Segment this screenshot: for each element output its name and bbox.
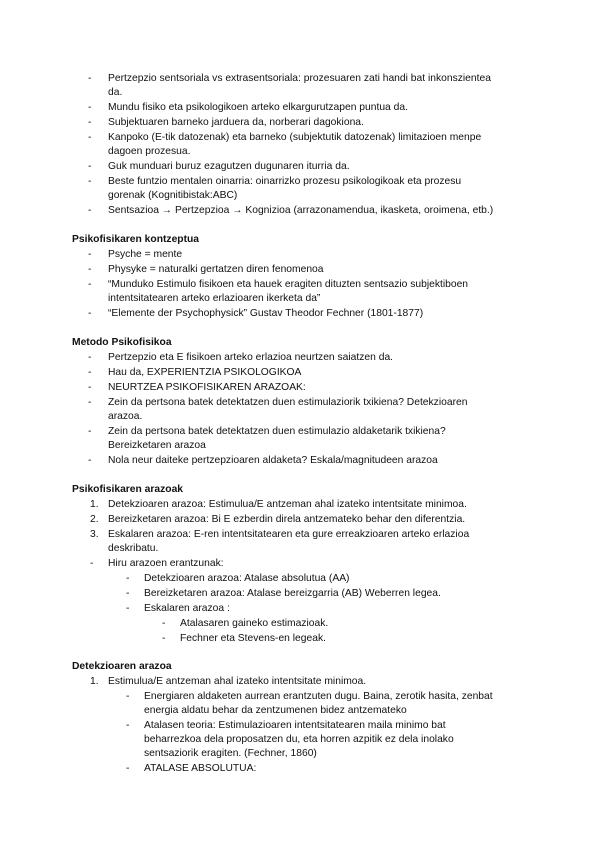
bullet-dash: -	[88, 397, 92, 408]
section-heading: Psikofisikaren arazoak	[72, 484, 184, 495]
bullet-dash: -	[88, 176, 92, 187]
bullet-dash: -	[88, 455, 92, 466]
list-item-continuation: intentsitatearen arteko erlazioaren ikerketa da”	[108, 293, 321, 304]
section-heading: Detekzioaren arazoa	[72, 661, 172, 672]
list-item: Hiru arazoen erantzunak:	[108, 558, 224, 569]
list-item: Subjektuaren barneko jarduera da, norberari dagokiona.	[108, 117, 364, 128]
bullet-dash: -	[90, 558, 94, 569]
bullet-dash: -	[88, 73, 92, 84]
list-item-continuation: arazoa.	[108, 411, 143, 422]
bullet-dash: -	[126, 573, 130, 584]
sub-list-item: ATALASE ABSOLUTUA:	[144, 763, 257, 774]
sub-sub-list-item: Fechner eta Stevens-en legeak.	[180, 633, 326, 644]
bullet-dash: -	[162, 633, 166, 644]
section-heading: Metodo Psikofisikoa	[72, 337, 172, 348]
sub-list-item: Atalasen teoria: Estimulazioaren intentsitatearen maila minimo bat	[144, 720, 446, 731]
bullet-dash: -	[88, 382, 92, 393]
sub-list-item: Eskalaren arazoa :	[144, 603, 230, 614]
bullet-dash: -	[126, 720, 130, 731]
list-item: Beste funtzio mentalen oinarria: oinarrizko prozesu psikologikoak eta prozesu	[108, 176, 462, 187]
list-item: Zein da pertsona batek detektatzen duen estimulazio aldaketarik txikiena?	[108, 426, 446, 437]
list-item-continuation: gorenak (Kognitibistak:ABC)	[108, 190, 238, 201]
list-item: “Elemente der Psychophysick” Gustav Theodor Fechner (1801-1877)	[108, 308, 424, 319]
bullet-dash: -	[88, 426, 92, 437]
sub-list-item: Bereizketaren arazoa: Atalase bereizgarria (AB) Weberren legea.	[144, 588, 441, 599]
list-item: Guk munduari buruz ezagutzen dugunaren iturria da.	[108, 161, 350, 172]
bullet-dash: -	[88, 249, 92, 260]
bullet-dash: -	[126, 691, 130, 702]
sub-list-item: Energiaren aldaketen aurrean erantzuten dugu. Baina, zerotik hasita, zenbat	[144, 691, 493, 702]
list-item: Pertzepzio eta E fisikoen arteko erlazioa neurtzen saiatzen da.	[108, 352, 394, 363]
bullet-dash: -	[126, 603, 130, 614]
bullet-dash: -	[88, 367, 92, 378]
sub-list-item: Detekzioaren arazoa: Atalase absolutua (AA)	[144, 573, 350, 584]
list-item: “Munduko Estimulo fisikoen eta hauek eragiten dituzten sentsazio subjektiboen	[108, 279, 469, 290]
numbered-item: Bereizketaren arazoa: Bi E ezberdin direla antzemateko behar den diferentzia.	[108, 514, 466, 525]
bullet-dash: -	[126, 763, 130, 774]
bullet-dash: -	[162, 618, 166, 629]
list-number: 3.	[90, 529, 99, 540]
bullet-dash: -	[88, 161, 92, 172]
sub-list-item-continuation: beharrezkoa dela proposatzen du, eta horren azpitik ez dela inolako	[144, 734, 454, 745]
numbered-item-continuation: deskribatu.	[108, 543, 159, 554]
list-number: 1.	[90, 499, 99, 510]
bullet-dash: -	[88, 132, 92, 143]
bullet-dash: -	[88, 308, 92, 319]
sub-list-item-continuation: sentsaziorik eragiten. (Fechner, 1860)	[144, 748, 317, 759]
bullet-dash: -	[88, 352, 92, 363]
bullet-dash: -	[88, 205, 92, 216]
list-number: 1.	[90, 676, 99, 687]
bullet-dash: -	[88, 279, 92, 290]
bullet-dash: -	[88, 264, 92, 275]
bullet-dash: -	[88, 117, 92, 128]
bullet-dash: -	[126, 588, 130, 599]
numbered-item: Detekzioaren arazoa: Estimulua/E antzeman ahal izateko intentsitate minimoa.	[108, 499, 467, 510]
sub-list-item-continuation: energia aldatu behar da zentzumenen bidez antzemateko	[144, 705, 407, 716]
list-item: Kanpoko (E-tik datozenak) eta barneko (subjektutik datozenak) limitazioen menpe	[108, 132, 482, 143]
list-item: NEURTZEA PSIKOFISIKAREN ARAZOAK:	[108, 382, 306, 393]
bullet-dash: -	[88, 102, 92, 113]
list-item: Physyke = naturalki gertatzen diren fenomenoa	[108, 264, 324, 275]
list-item-continuation: dagoen prozesua.	[108, 146, 191, 157]
list-item: Mundu fisiko eta psikologikoen arteko elkargurutzapen puntua da.	[108, 102, 408, 113]
numbered-item: Eskalaren arazoa: E-ren intentsitatearen eta gure erreakzioaren arteko erlazioa	[108, 529, 470, 540]
list-item: Zein da pertsona batek detektatzen duen estimulaziorik txikiena? Detekzioaren	[108, 397, 468, 408]
list-item: Hau da, EXPERIENTZIA PSIKOLOGIKOA	[108, 367, 302, 378]
numbered-item: Estimulua/E antzeman ahal izateko intentsitate minimoa.	[108, 676, 367, 687]
list-item: Nola neur daiteke pertzepzioaren aldaketa? Eskala/magnitudeen arazoa	[108, 455, 438, 466]
list-number: 2.	[90, 514, 99, 525]
list-item: Psyche = mente	[108, 249, 183, 260]
list-item: Pertzepzio sentsoriala vs extrasentsoriala: prozesuaren zati handi bat inkonszientea	[108, 73, 491, 84]
list-item-continuation: Bereizketaren arazoa	[108, 440, 206, 451]
section-heading: Psikofisikaren kontzeptua	[72, 234, 200, 245]
sub-sub-list-item: Atalasaren gaineko estimazioak.	[180, 618, 329, 629]
list-item: Sentsazioa → Pertzepzioa → Kognizioa (arrazonamendua, ikasketa, oroimena, etb.)	[108, 205, 494, 216]
list-item-continuation: da.	[108, 87, 123, 98]
